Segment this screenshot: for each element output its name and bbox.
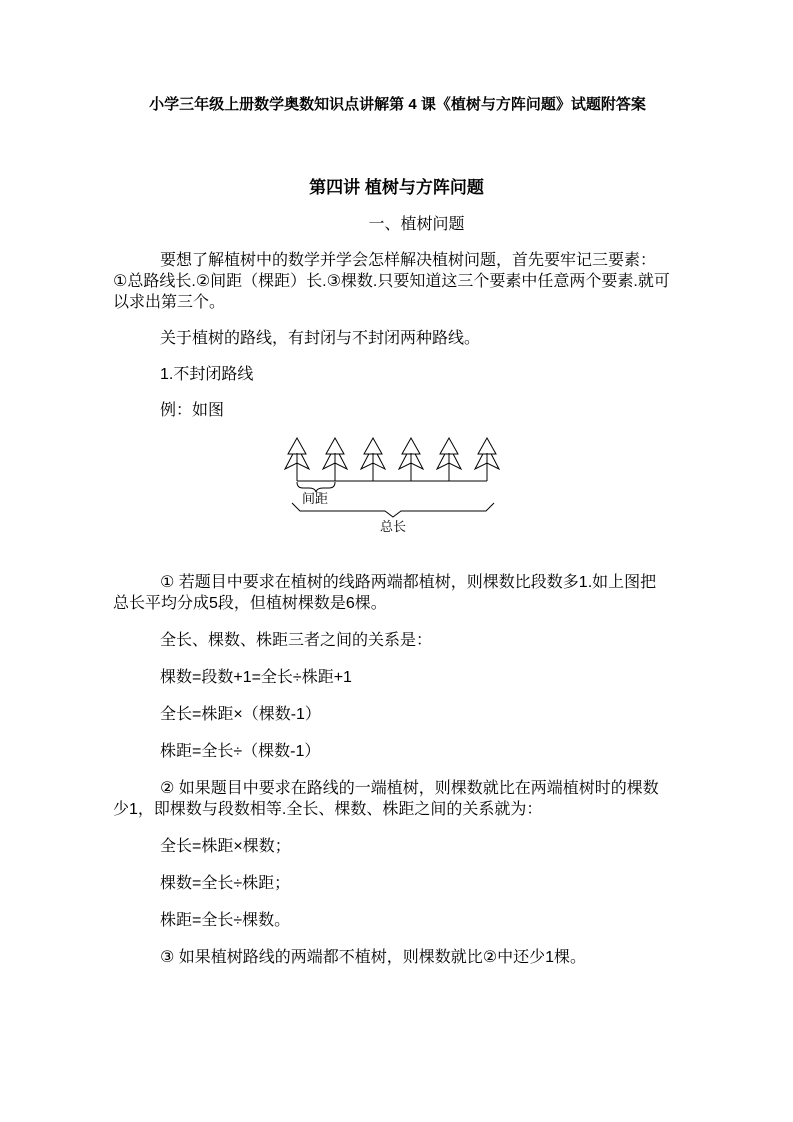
- example-label: 例：如图: [160, 402, 225, 419]
- lecture-heading: 第四讲 植树与方阵问题: [309, 178, 484, 197]
- paragraph-routes: 关于植树的路线，有封闭与不封闭两种路线。: [160, 330, 481, 347]
- document-title: 小学三年级上册数学奥数知识点讲解第 4 课《植树与方阵问题》试题附答案: [149, 96, 646, 113]
- paragraph-intro: 要想了解植树中的数学并学会怎样解决植树问题，首先要牢记三要素：①总路线长.②间距（棵距）长.③棵数.只要知道这三个要素中任意两个要素.就可以求出第三个。: [113, 252, 670, 311]
- tree-planting-figure: [282, 432, 502, 536]
- paragraph-relation-intro: 全长、棵数、株距三者之间的关系是：: [160, 632, 433, 649]
- tree-diagram: [282, 432, 502, 536]
- paragraph-point2: ② 如果题目中要求在路线的一端植树，则棵数就比在两端植树时的棵数少1，即棵数与段数相等.全长、棵数、株距之间的关系就为：: [113, 780, 659, 818]
- formula-trees-2: 棵数=全长÷株距；: [160, 875, 291, 892]
- tree-icon: [361, 438, 385, 481]
- interval-label: 间距: [301, 491, 328, 506]
- formula-spacing-1: 株距=全长÷（棵数-1）: [160, 743, 321, 760]
- tree-icon: [323, 438, 347, 481]
- formula-total-length-2: 全长=株距×棵数；: [160, 838, 291, 855]
- subsection-heading-open-route: 1.不封闭路线: [160, 366, 254, 383]
- formula-total-length-1: 全长=株距×（棵数-1）: [160, 706, 321, 723]
- tree-icon: [475, 438, 499, 481]
- tree-icon: [399, 438, 423, 481]
- formula-spacing-2: 株距=全长÷棵数。: [160, 912, 291, 929]
- paragraph-point1: ① 若题目中要求在植树的线路两端都植树，则棵数比段数多1.如上图把总长平均分成5段，但植树棵数是6棵。: [113, 574, 657, 612]
- tree-icon: [285, 438, 309, 481]
- formula-trees-equals-segments: 棵数=段数+1=全长÷株距+1: [160, 669, 352, 686]
- section-heading: 一、植树问题: [368, 216, 465, 233]
- paragraph-point3: ③ 如果植树路线的两端都不植树，则棵数就比②中还少1棵。: [160, 949, 587, 966]
- trees-group: [285, 438, 499, 481]
- tree-icon: [437, 438, 461, 481]
- total-label: 总长: [379, 519, 406, 534]
